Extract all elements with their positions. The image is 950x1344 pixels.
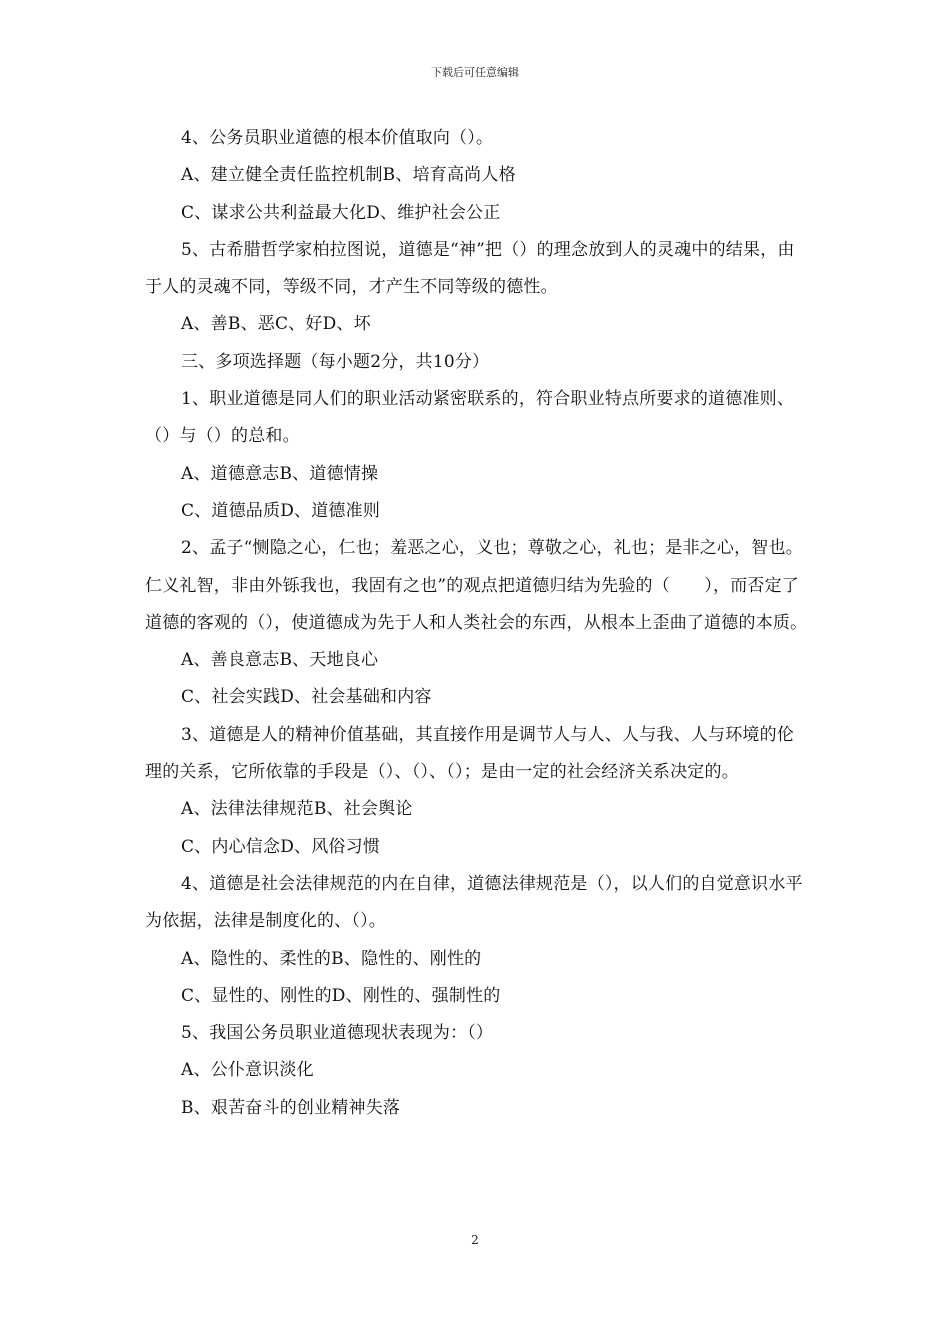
- mc-question-3-options-cd: C、内心信念D、风俗习惯: [181, 836, 381, 857]
- question-5-stem: 5、古希腊哲学家柏拉图说，道德是“神”把（）的理念放到人的灵魂中的结果，由于人的灵魂不同，等级不同，才产生不同等级的德性。: [145, 239, 795, 298]
- question-5-options: A、善B、恶C、好D、坏: [181, 314, 371, 335]
- mc-question-1-options-cd: C、道德品质D、道德准则: [181, 500, 381, 521]
- document-body: [145, 120, 810, 1127]
- page-header: 下载后可任意编辑: [431, 66, 519, 79]
- mc-question-4-stem: 4、道德是社会法律规范的内在自律，道德法律规范是（），以人们的自觉意识水平为依据，法律是制度化的、（）。: [145, 873, 803, 932]
- mc-question-4-options-ab: A、隐性的、柔性的B、隐性的、刚性的: [181, 948, 482, 969]
- section-heading-multiple-choice: 三、多项选择题（每小题2分，共10分）: [181, 351, 490, 372]
- mc-question-1-stem: 1、职业道德是同人们的职业活动紧密联系的，符合职业特点所要求的道德准则、（）与（）的总和。: [145, 389, 795, 447]
- mc-question-3-options-ab: A、法律法律规范B、社会舆论: [181, 799, 413, 820]
- mc-question-5-option-a: A、公仆意识淡化: [181, 1060, 314, 1081]
- mc-question-2-stem: 2、孟子“恻隐之心，仁也；羞恶之心，义也；尊敬之心，礼也；是非之心，智也。仁义礼智，非由外铄我也，我固有之也”的观点把道德归结为先验的（ ），而否定了道德的客观的（），使道德成为先于人和人类社会的东西，从根本上歪曲了道德的本质。: [145, 538, 808, 633]
- page-number: 2: [471, 1233, 479, 1247]
- mc-question-5-option-b: B、艰苦奋斗的创业精神失落: [181, 1097, 401, 1118]
- mc-question-2-options-ab: A、善良意志B、天地良心: [181, 650, 379, 671]
- mc-question-2-options-cd: C、社会实践D、社会基础和内容: [181, 687, 432, 708]
- mc-question-3-stem: 3、道德是人的精神价值基础，其直接作用是调节人与人、人与我、人与环境的伦理的关系，它所依靠的手段是（）、（）、（）；是由一定的社会经济关系决定的。: [145, 724, 795, 783]
- question-4-stem: 4、公务员职业道德的根本价值取向（）。: [181, 128, 494, 148]
- question-4-options-cd: C、谋求公共利益最大化D、维护社会公正: [181, 202, 501, 223]
- mc-question-1-options-ab: A、道德意志B、道德情操: [181, 463, 379, 484]
- mc-question-4-options-cd: C、显性的、刚性的D、刚性的、强制性的: [181, 985, 501, 1006]
- question-4-options-ab: A、建立健全责任监控机制B、培育高尚人格: [181, 165, 516, 186]
- mc-question-5-stem: 5、我国公务员职业道德现状表现为：（）: [181, 1023, 494, 1044]
